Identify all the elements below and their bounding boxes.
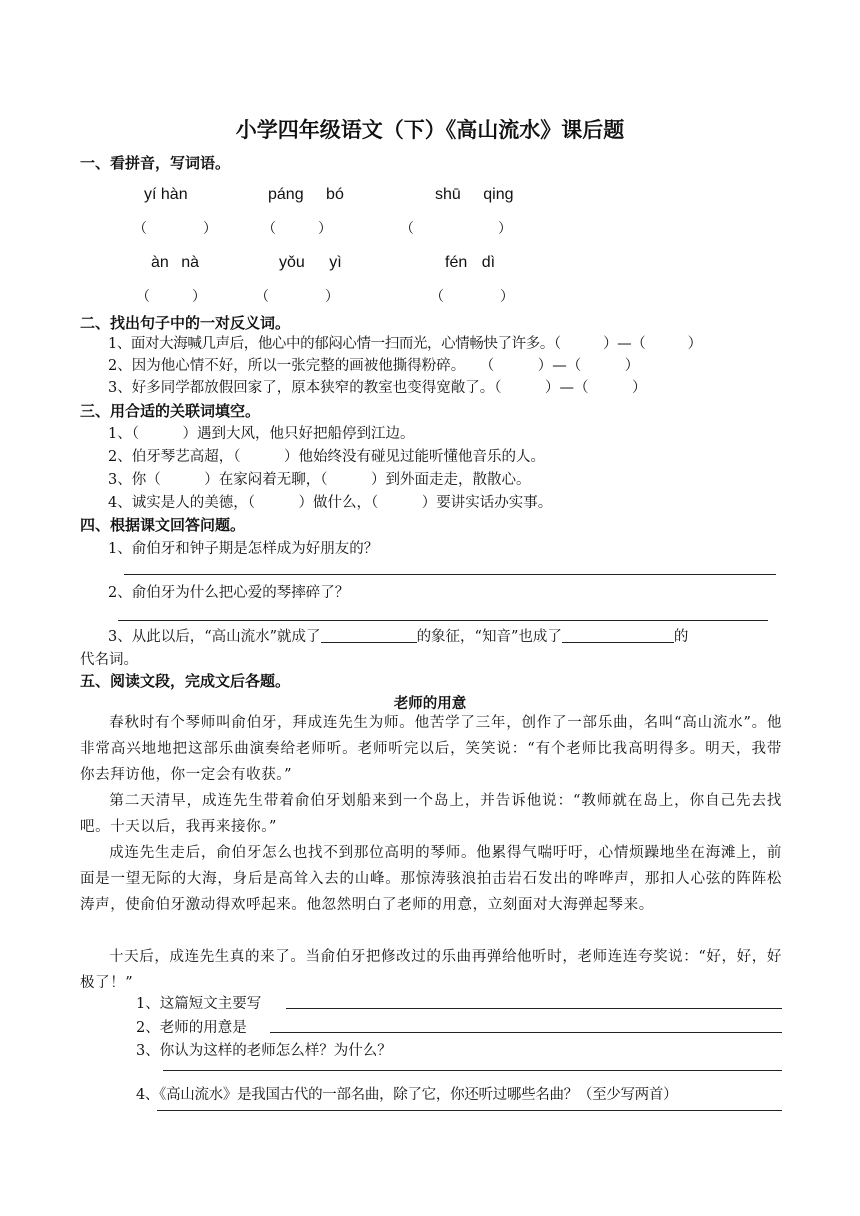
s5-question-1: 1、这篇短文主要写 (136, 996, 262, 1012)
s4-q3-blank-2[interactable] (562, 628, 674, 643)
s3-question-4: 4、诚实是人的美德，（ ）做什么，（ ）要讲实话办实事。 (108, 495, 553, 511)
answer-line-s4-1[interactable] (124, 574, 776, 575)
answer-line-s5-4[interactable] (157, 1110, 782, 1111)
section-1-heading: 一、看拼音，写词语。 (80, 154, 231, 172)
section-4-heading: 四、根据课文回答问题。 (80, 516, 246, 534)
article-paragraph-2: 第二天清早，成连先生带着俞伯牙划船来到一个岛上，并告诉他说：“教师就在岛上，你自己先去找吧。十天以后，我再来接你。” (80, 793, 782, 835)
s4-question-1: 1、俞伯牙和钟子期是怎样成为好朋友的？ (108, 541, 379, 557)
s5-question-4: 4、《高山流水》是我国古代的一部名曲，除了它，你还听过哪些名曲？（至少写两首） (136, 1087, 678, 1103)
section-3-heading: 三、用合适的关联词填空。 (80, 402, 261, 420)
s3-question-2: 2、伯牙琴艺高超，（ ）他始终没有碰见过能听懂他音乐的人。 (108, 449, 545, 465)
answer-line-s5-3[interactable] (163, 1070, 782, 1071)
pinyin-2: páng bó (268, 186, 344, 203)
s2-question-3: 3、好多同学都放假回家了，原本狭窄的教室也变得宽敞了。（ ）—（ ） (108, 380, 647, 396)
s3-question-1: 1、（ ）遇到大风，他只好把船停到江边。 (108, 426, 415, 442)
answer-box-5[interactable]: （ ） (255, 289, 339, 305)
s2-question-1: 1、面对大海喊几声后，他心中的郁闷心情一扫而光，心情畅快了许多。（ ）—（ ） (108, 336, 702, 352)
s4-q3-part-b: 的象征，“知音”也成了 (416, 629, 562, 645)
article-paragraph-3: 成连先生走后，俞伯牙怎么也找不到那位高明的琴师。他累得气喘吁吁，心情烦躁地坐在海滩上，前面是一望无际的大海，身后是高耸入去的山峰。那惊涛骇浪拍击岩石发出的哗哗声，那扣人心弦的阵阵松涛声，使俞伯牙激动得欢呼起来。他忽然明白了老师的用意，立刻面对大海弹起琴来。 (80, 845, 782, 913)
s4-q3-part-c: 的 (673, 629, 689, 645)
pinyin-3: shū qing (435, 186, 514, 203)
s2-question-2: 2、因为他心情不好，所以一张完整的画被他撕得粉碎。 （ ）—（ ） (108, 358, 640, 374)
answer-box-4[interactable]: （ ） (136, 289, 206, 305)
pinyin-4: àn nà (151, 254, 200, 271)
answer-line-s5-1[interactable] (286, 1008, 782, 1009)
section-5-heading: 五、阅读文段，完成文后各题。 (80, 672, 291, 690)
s4-q3-blank-1[interactable] (321, 628, 417, 643)
s5-question-3: 3、你认为这样的老师怎么样？为什么？ (136, 1043, 392, 1059)
s4-question-2: 2、俞伯牙为什么把心爱的琴摔碎了？ (108, 585, 350, 601)
pinyin-1: yí hàn (144, 186, 188, 203)
article-paragraph-4: 十天后，成连先生真的来了。当俞伯牙把修改过的乐曲再弹给他听时，老师连连夸奖说：“好，好，好极了！” (80, 949, 782, 991)
article-title: 老师的用意 (393, 696, 467, 712)
s4-question-3-cont: 代名词。 (80, 652, 138, 668)
pinyin-5: yǒu yì (279, 254, 342, 271)
s5-question-2: 2、老师的用意是 (136, 1020, 247, 1036)
s3-question-3: 3、你（ ）在家闷着无聊，（ ）到外面走走，散散心。 (108, 472, 531, 488)
answer-box-3[interactable]: （ ） (400, 221, 512, 237)
answer-line-s4-2[interactable] (118, 620, 768, 621)
answer-line-s5-2[interactable] (270, 1032, 782, 1033)
article-paragraph-1: 春秋时有个琴师叫俞伯牙，拜成连先生为师。他苦学了三年，创作了一部乐曲，名叫“高山流水”。他非常高兴地地把这部乐曲演奏给老师听。老师听完以后，笑笑说：“有个老师比我高明得多。明天，我带你去拜访他，你一定会有收获。” (80, 715, 782, 783)
page-title: 小学四年级语文（下）《高山流水》课后题 (235, 118, 625, 142)
s4-q3-part-a: 3、从此以后，“高山流水”就成了 (108, 629, 321, 645)
answer-box-2[interactable]: （ ） (262, 221, 332, 237)
s4-question-3 (108, 625, 688, 646)
section-2-heading: 二、找出句子中的一对反义词。 (80, 314, 291, 332)
pinyin-6: fén dì (445, 254, 496, 271)
answer-box-6[interactable]: （ ） (430, 289, 514, 305)
answer-box-1[interactable]: （ ） (133, 221, 217, 237)
